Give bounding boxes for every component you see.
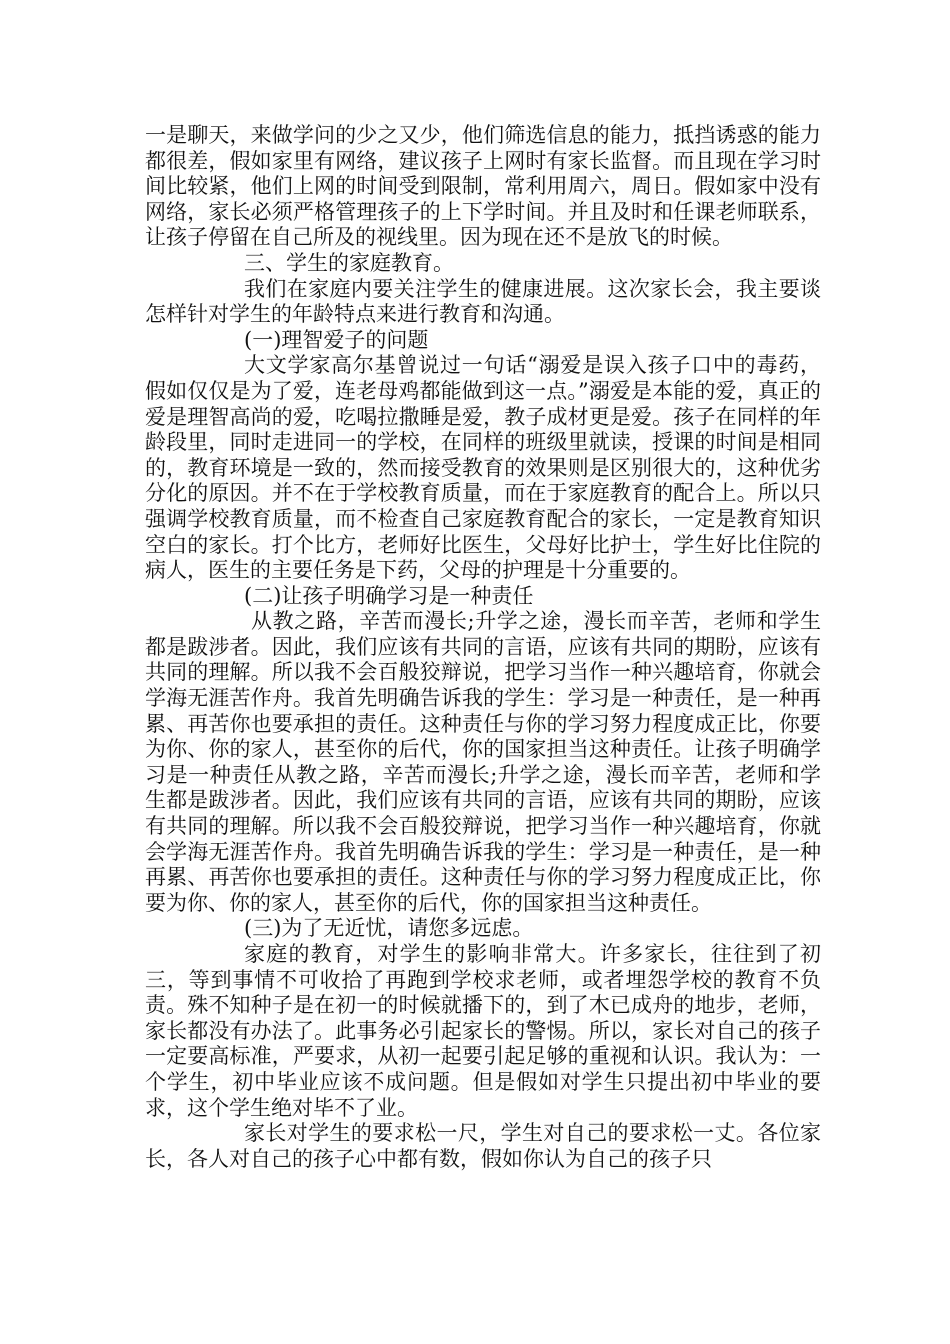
- document-page: [145, 123, 821, 1172]
- paragraph-learning-responsibility: 从教之路，辛苦而漫长;升学之途，漫长而辛苦，老师和学生都是跋涉者。因此，我们应该有共同的言语，应该有共同的期盼，应该有共同的理解。所以我不会百般狡辩说，把学习当作一种兴趣培育，你就会学海无涯苦作舟。我首先明确告诉我的学生：学习是一种责任，是一种再累、再苦你也要承担的责任。这种责任与你的学习努力程度成正比，你要为你、你的家人，甚至你的后代，你的国家担当这种责任。让孩子明确学习是一种责任从教之路，辛苦而漫长;升学之途，漫长而辛苦，老师和学生都是跋涉者。因此，我们应该有共同的言语，应该有共同的期盼，应该有共同的理解。所以我不会百般狡辩说，把学习当作一种兴趣培育，你就会学海无涯苦作舟。我首先明确告诉我的学生：学习是一种责任，是一种再累、再苦你也要承担的责任。这种责任与你的学习努力程度成正比，你要为你、你的家人，甚至你的后代，你的国家担当这种责任。: [145, 609, 821, 915]
- section-heading-family-education: 三、学生的家庭教育。: [244, 250, 454, 275]
- paragraph-rational-love: 大文学家高尔基曾说过一句话“溺爱是误入孩子口中的毒药，假如仅仅是为了爱，连老母鸡都能做到这一点。”溺爱是本能的爱，真正的爱是理智高尚的爱，吃喝拉撒睡是爱，教子成材更是爱。孩子在同样的年龄段里，同时走进同一的学校，在同样的班级里就读，授课的时间是相同的，教育环境是一致的，然而接受教育的效果则是区别很大的，这种优劣分化的原因。并不在于学校教育质量，而在于家庭教育的配合上。所以只强调学校教育质量，而不检查自己家庭教育配合的家长，一定是教育知识空白的家长。打个比方，老师好比医生，父母好比护士，学生好比住院的病人，医生的主要任务是下药，父母的护理是十分重要的。: [145, 353, 821, 583]
- subheading-long-term-planning: (三)为了无近忧，请您多远虑。: [244, 916, 534, 941]
- paragraph-internet-supervision: 一是聊天，来做学问的少之又少，他们筛选信息的能力，抵挡诱惑的能力都很差，假如家里有网络，建议孩子上网时有家长监督。而且现在学习时间比较紧，他们上网的时间受到限制，常利用周六，周日。假如家中没有网络，家长必须严格管理孩子的上下学时间。并且及时和任课老师联系，让孩子停留在自己所及的视线里。因为现在还不是放飞的时候。: [145, 123, 821, 250]
- subheading-learning-responsibility: (二)让孩子明确学习是一种责任: [244, 583, 534, 608]
- paragraph-parent-standards: 家长对学生的要求松一尺，学生对自己的要求松一丈。各位家长，各人对自己的孩子心中都有数，假如你认为自己的孩子只: [145, 1121, 821, 1171]
- paragraph-family-focus: 我们在家庭内要关注学生的健康进展。这次家长会，我主要谈怎样针对学生的年龄特点来进行教育和沟通。: [145, 276, 821, 327]
- subheading-rational-love: (一)理智爱子的问题: [244, 327, 429, 352]
- paragraph-family-impact: 家庭的教育，对学生的影响非常大。许多家长，往往到了初三，等到事情不可收拾了再跑到学校求老师，或者埋怨学校的教育不负责。殊不知种子是在初一的时候就播下的，到了木已成舟的地步，老师，家长都没有办法了。此事务必引起家长的警惕。所以，家长对自己的孩子一定要高标准，严要求，从初一起要引起足够的重视和认识。我认为：一个学生，初中毕业应该不成问题。但是假如对学生只提出初中毕业的要求，这个学生绝对毕不了业。: [145, 942, 821, 1120]
